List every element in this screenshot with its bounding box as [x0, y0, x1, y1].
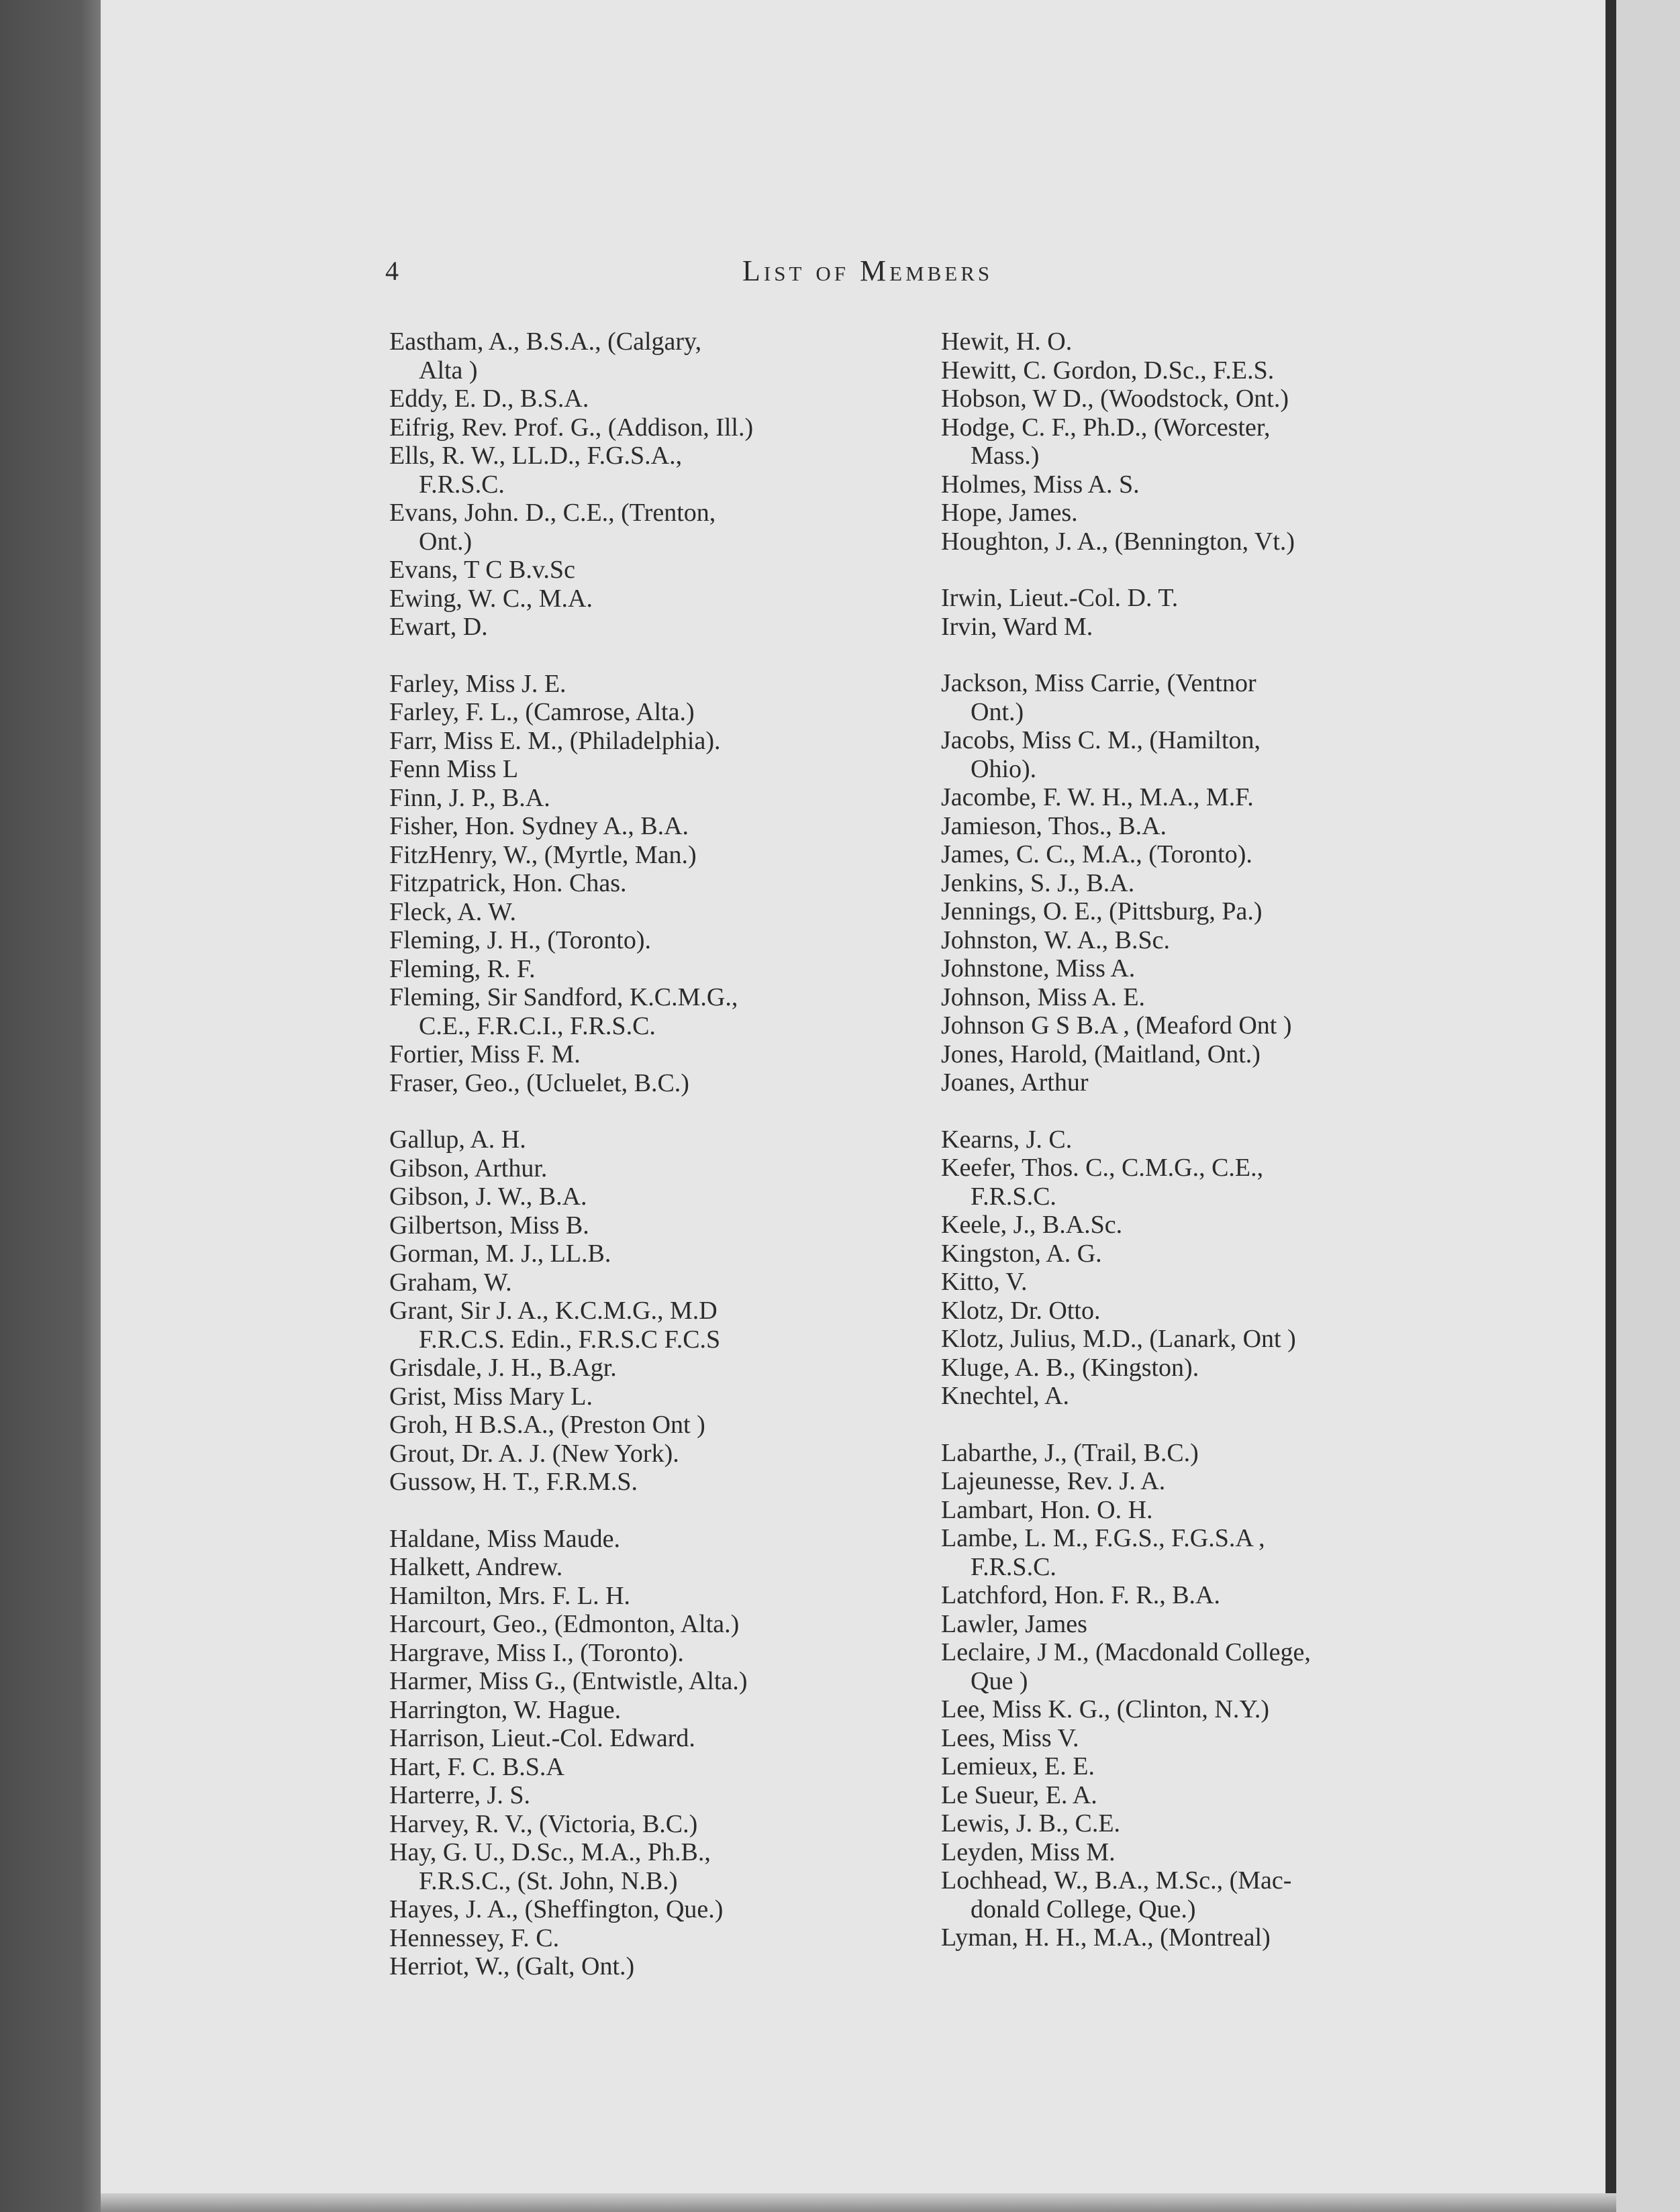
- member-name-line: Fitzpatrick, Hon. Chas.: [389, 869, 627, 897]
- member-name-line: Joanes, Arthur: [941, 1068, 1089, 1097]
- member-entry: [941, 812, 1478, 841]
- member-entry: [389, 1211, 926, 1240]
- member-entry: [941, 1439, 1478, 1468]
- member-entry: [389, 1297, 926, 1354]
- member-entry: [941, 413, 1478, 470]
- member-entry: [389, 755, 926, 784]
- member-name-line: Ewing, W. C., M.A.: [389, 584, 593, 613]
- member-name-line: Eastham, A., B.S.A., (Calgary,: [389, 328, 702, 356]
- member-name-line: Hart, F. C. B.S.A: [389, 1752, 564, 1781]
- member-name-line: Fleck, A. W.: [389, 897, 516, 926]
- member-name-line: Jacombe, F. W. H., M.A., M.F.: [941, 783, 1254, 811]
- member-name-line: Johnson, Miss A. E.: [941, 983, 1146, 1011]
- member-entry: [941, 1524, 1478, 1581]
- member-name-line: Lambe, L. M., F.G.S., F.G.S.A ,: [941, 1524, 1265, 1552]
- member-entry: [941, 1382, 1478, 1411]
- member-name-line: Klotz, Dr. Otto.: [941, 1296, 1101, 1325]
- member-name-line: Fisher, Hon. Sydney A., B.A.: [389, 812, 689, 840]
- member-entry: [389, 1468, 926, 1497]
- member-name-line: Hewitt, C. Gordon, D.Sc., F.E.S.: [941, 356, 1275, 385]
- member-entry: [941, 1240, 1478, 1268]
- member-name-line: Eddy, E. D., B.S.A.: [389, 385, 589, 413]
- member-name-line: Jennings, O. E., (Pittsburg, Pa.): [941, 897, 1263, 925]
- member-name-line: Fleming, R. F.: [389, 954, 536, 983]
- member-entry: [941, 1068, 1478, 1097]
- member-name-line: Fraser, Geo., (Ucluelet, B.C.): [389, 1068, 689, 1097]
- member-continuation-line: Ont.): [419, 527, 473, 556]
- member-entry: [389, 1924, 926, 1953]
- section-gap: [389, 1497, 926, 1525]
- member-name-line: Keefer, Thos. C., C.M.G., C.E.,: [941, 1154, 1264, 1182]
- member-name-line: Kitto, V.: [941, 1268, 1028, 1296]
- member-name-line: Gibson, J. W., B.A.: [389, 1183, 587, 1211]
- member-entry: [389, 955, 926, 984]
- member-entry: [941, 584, 1478, 613]
- member-entry: [389, 1411, 926, 1440]
- section-gap: [941, 1097, 1478, 1125]
- member-entry: [941, 356, 1478, 385]
- member-name-line: Jackson, Miss Carrie, (Ventnor: [941, 669, 1256, 697]
- member-name-line: Irvin, Ward M.: [941, 612, 1093, 641]
- member-continuation-line: Mass.): [971, 442, 1040, 470]
- member-entry: [389, 983, 926, 1040]
- member-name-line: Keele, J., B.A.Sc.: [941, 1211, 1123, 1239]
- member-entry: [389, 1724, 926, 1753]
- member-name-line: FitzHenry, W., (Myrtle, Man.): [389, 840, 697, 869]
- member-continuation-line: donald College, Que.): [971, 1895, 1196, 1923]
- member-continuation-line: F.R.C.S. Edin., F.R.S.C F.C.S: [419, 1325, 721, 1354]
- member-entry: [389, 1582, 926, 1611]
- member-name-line: Jacobs, Miss C. M., (Hamilton,: [941, 726, 1261, 754]
- member-entry: [941, 1496, 1478, 1525]
- page-number: 4: [385, 256, 399, 286]
- member-name-line: Hodge, C. F., Ph.D., (Worcester,: [941, 413, 1271, 442]
- running-head: List of Members: [742, 254, 993, 287]
- member-name-line: Ells, R. W., LL.D., F.G.S.A.,: [389, 442, 683, 470]
- member-name-line: Lees, Miss V.: [941, 1723, 1079, 1752]
- member-name-line: Hamilton, Mrs. F. L. H.: [389, 1581, 631, 1610]
- member-entry: [389, 585, 926, 613]
- member-entry: [941, 669, 1478, 726]
- member-continuation-line: Ohio).: [971, 754, 1037, 783]
- member-entry: [389, 1382, 926, 1411]
- member-entry: [941, 1781, 1478, 1810]
- member-name-line: Groh, H B.S.A., (Preston Ont ): [389, 1411, 705, 1439]
- member-entry: [389, 613, 926, 642]
- member-name-line: Lajeunesse, Rev. J. A.: [941, 1467, 1166, 1495]
- member-name-line: Gussow, H. T., F.R.M.S.: [389, 1468, 638, 1496]
- section-gap: [389, 1097, 926, 1125]
- member-name-line: Labarthe, J., (Trail, B.C.): [941, 1438, 1199, 1467]
- member-entry: [941, 1752, 1478, 1781]
- member-name-line: Farley, F. L., (Camrose, Alta.): [389, 698, 695, 726]
- member-name-line: Ewart, D.: [389, 613, 488, 641]
- member-name-line: Grist, Miss Mary L.: [389, 1382, 593, 1411]
- member-entry: [941, 897, 1478, 926]
- member-name-line: Leyden, Miss M.: [941, 1838, 1116, 1866]
- member-entry: [389, 385, 926, 413]
- member-name-line: Johnstone, Miss A.: [941, 954, 1136, 983]
- section-gap: [941, 1411, 1478, 1439]
- member-entry: [389, 670, 926, 699]
- member-name-line: Lyman, H. H., M.A., (Montreal): [941, 1923, 1271, 1952]
- member-name-line: Latchford, Hon. F. R., B.A.: [941, 1581, 1220, 1609]
- member-name-line: Farr, Miss E. M., (Philadelphia).: [389, 726, 721, 755]
- member-entry: [941, 1011, 1478, 1040]
- member-entry: [941, 1638, 1478, 1695]
- member-name-line: Halkett, Andrew.: [389, 1553, 563, 1581]
- member-entry: [941, 385, 1478, 413]
- member-name-line: Harrison, Lieut.-Col. Edward.: [389, 1724, 695, 1752]
- member-entry: [389, 1525, 926, 1554]
- section-gap: [941, 556, 1478, 584]
- member-entry: [389, 1895, 926, 1924]
- member-entry: [389, 926, 926, 955]
- member-continuation-line: Alta ): [419, 356, 478, 385]
- member-entry: [389, 1667, 926, 1696]
- member-entry: [941, 954, 1478, 983]
- member-entry: [941, 726, 1478, 783]
- member-entry: [389, 1810, 926, 1839]
- member-entry: [389, 1268, 926, 1297]
- member-name-line: Lewis, J. B., C.E.: [941, 1809, 1121, 1838]
- member-entry: [389, 1952, 926, 1981]
- member-name-line: Kluge, A. B., (Kingston).: [941, 1353, 1199, 1382]
- member-name-line: Lambart, Hon. O. H.: [941, 1495, 1153, 1524]
- member-entry: [389, 727, 926, 756]
- member-name-line: James, C. C., M.A., (Toronto).: [941, 840, 1252, 868]
- member-entry: [389, 1125, 926, 1154]
- member-name-line: Gilbertson, Miss B.: [389, 1211, 589, 1240]
- member-entry: [941, 1297, 1478, 1325]
- member-entry: [389, 1753, 926, 1782]
- member-name-line: Johnston, W. A., B.Sc.: [941, 925, 1171, 954]
- member-name-line: Jenkins, S. J., B.A.: [941, 868, 1135, 897]
- member-entry: [941, 840, 1478, 869]
- member-name-line: Evans, T C B.v.Sc: [389, 556, 575, 584]
- scan-border-right: [1605, 0, 1616, 2212]
- member-entry: [389, 1610, 926, 1639]
- member-name-line: Harterre, J. S.: [389, 1781, 530, 1809]
- section-gap: [389, 642, 926, 670]
- member-entry: [389, 1183, 926, 1211]
- member-name-line: Farley, Miss J. E.: [389, 669, 566, 698]
- member-name-line: Holmes, Miss A. S.: [941, 470, 1140, 499]
- scan-margin-right: [1616, 0, 1680, 2212]
- member-name-line: Grout, Dr. A. J. (New York).: [389, 1439, 679, 1468]
- member-entry: [389, 1553, 926, 1582]
- member-entry: [389, 442, 926, 499]
- member-name-line: Houghton, J. A., (Bennington, Vt.): [941, 527, 1295, 556]
- member-entry: [389, 328, 926, 385]
- member-name-line: Harcourt, Geo., (Edmonton, Alta.): [389, 1610, 740, 1638]
- member-entry: [941, 1467, 1478, 1496]
- member-name-line: Kingston, A. G.: [941, 1239, 1102, 1268]
- member-name-line: Lochhead, W., B.A., M.Sc., (Mac-: [941, 1866, 1292, 1895]
- member-name-line: Hennessey, F. C.: [389, 1923, 560, 1952]
- member-entry: [941, 1724, 1478, 1753]
- member-name-line: Leclaire, J M., (Macdonald College,: [941, 1638, 1311, 1666]
- member-entry: [941, 613, 1478, 642]
- member-name-line: Jones, Harold, (Maitland, Ont.): [941, 1040, 1261, 1068]
- member-name-line: Le Sueur, E. A.: [941, 1780, 1097, 1809]
- member-entry: [389, 1040, 926, 1069]
- member-entry: [389, 499, 926, 556]
- member-entry: [389, 784, 926, 813]
- member-name-line: Kearns, J. C.: [941, 1125, 1073, 1154]
- member-entry: [389, 1696, 926, 1725]
- member-entry: [941, 1268, 1478, 1297]
- member-name-line: Harvey, R. V., (Victoria, B.C.): [389, 1809, 698, 1838]
- member-name-line: Hewit, H. O.: [941, 328, 1073, 356]
- scan-border-left: [0, 0, 101, 2212]
- member-continuation-line: C.E., F.R.C.I., F.R.S.C.: [419, 1011, 656, 1040]
- member-name-line: Fleming, J. H., (Toronto).: [389, 926, 651, 954]
- member-entry: [389, 1240, 926, 1268]
- member-name-line: Johnson G S B.A , (Meaford Ont ): [941, 1011, 1292, 1040]
- member-name-line: Hayes, J. A., (Sheffington, Que.): [389, 1895, 724, 1923]
- members-column-right: [941, 328, 1478, 1952]
- member-entry: [389, 698, 926, 727]
- member-name-line: Gallup, A. H.: [389, 1125, 526, 1154]
- member-name-line: Evans, John. D., C.E., (Trenton,: [389, 499, 716, 527]
- member-entry: [941, 499, 1478, 527]
- member-entry: [389, 413, 926, 442]
- member-continuation-line: F.R.S.C.: [971, 1182, 1056, 1211]
- member-name-line: Fortier, Miss F. M.: [389, 1040, 581, 1068]
- member-entry: [389, 1440, 926, 1468]
- member-entry: [389, 841, 926, 870]
- member-name-line: Hope, James.: [941, 499, 1078, 527]
- member-name-line: Lawler, James: [941, 1609, 1087, 1638]
- member-entry: [941, 1809, 1478, 1838]
- member-continuation-line: Que ): [971, 1666, 1028, 1695]
- member-continuation-line: F.R.S.C.: [971, 1552, 1056, 1581]
- member-entry: [941, 1866, 1478, 1923]
- member-name-line: Finn, J. P., B.A.: [389, 783, 550, 812]
- member-entry: [941, 1325, 1478, 1354]
- member-entry: [389, 1838, 926, 1895]
- member-entry: [941, 1581, 1478, 1610]
- member-name-line: Graham, W.: [389, 1268, 512, 1297]
- member-name-line: Jamieson, Thos., B.A.: [941, 811, 1167, 840]
- member-continuation-line: F.R.S.C.: [419, 470, 505, 499]
- member-name-line: Grant, Sir J. A., K.C.M.G., M.D: [389, 1297, 718, 1325]
- member-continuation-line: F.R.S.C., (St. John, N.B.): [419, 1866, 678, 1895]
- member-entry: [941, 1354, 1478, 1382]
- scan-border-bottom: [101, 2193, 1616, 2212]
- member-entry: [941, 926, 1478, 955]
- member-entry: [941, 1211, 1478, 1240]
- member-name-line: Irwin, Lieut.-Col. D. T.: [941, 584, 1179, 612]
- member-entry: [389, 1354, 926, 1382]
- member-name-line: Lemieux, E. E.: [941, 1752, 1095, 1780]
- member-entry: [941, 983, 1478, 1012]
- member-name-line: Haldane, Miss Maude.: [389, 1524, 621, 1553]
- member-entry: [941, 328, 1478, 356]
- member-name-line: Gorman, M. J., LL.B.: [389, 1240, 611, 1268]
- member-name-line: Lee, Miss K. G., (Clinton, N.Y.): [941, 1695, 1270, 1723]
- member-entry: [941, 1923, 1478, 1952]
- member-name-line: Hay, G. U., D.Sc., M.A., Ph.B.,: [389, 1838, 711, 1866]
- member-entry: [389, 869, 926, 898]
- member-name-line: Hargrave, Miss I., (Toronto).: [389, 1638, 684, 1667]
- member-name-line: Harrington, W. Hague.: [389, 1695, 622, 1724]
- member-name-line: Knechtel, A.: [941, 1382, 1070, 1410]
- member-name-line: Eifrig, Rev. Prof. G., (Addison, Ill.): [389, 413, 754, 442]
- member-name-line: Hobson, W D., (Woodstock, Ont.): [941, 385, 1289, 413]
- member-entry: [941, 1695, 1478, 1724]
- member-entry: [389, 1639, 926, 1668]
- member-entry: [941, 1838, 1478, 1867]
- member-entry: [941, 1610, 1478, 1639]
- member-entry: [941, 1154, 1478, 1211]
- member-entry: [941, 1125, 1478, 1154]
- members-column-left: [389, 328, 926, 1981]
- member-entry: [389, 812, 926, 841]
- member-name-line: Harmer, Miss G., (Entwistle, Alta.): [389, 1667, 748, 1695]
- member-entry: [941, 783, 1478, 812]
- member-name-line: Fenn Miss L: [389, 755, 519, 783]
- member-entry: [389, 1781, 926, 1810]
- member-entry: [941, 1040, 1478, 1069]
- member-name-line: Fleming, Sir Sandford, K.C.M.G.,: [389, 983, 738, 1011]
- member-entry: [389, 1069, 926, 1098]
- member-name-line: Herriot, W., (Galt, Ont.): [389, 1952, 635, 1980]
- member-entry: [941, 869, 1478, 898]
- member-name-line: Klotz, Julius, M.D., (Lanark, Ont ): [941, 1325, 1296, 1353]
- member-name-line: Gibson, Arthur.: [389, 1154, 548, 1183]
- member-entry: [941, 470, 1478, 499]
- member-name-line: Grisdale, J. H., B.Agr.: [389, 1354, 617, 1382]
- section-gap: [941, 641, 1478, 669]
- member-continuation-line: Ont.): [971, 697, 1024, 726]
- member-entry: [941, 527, 1478, 556]
- member-entry: [389, 556, 926, 585]
- member-entry: [389, 1154, 926, 1183]
- member-entry: [389, 898, 926, 927]
